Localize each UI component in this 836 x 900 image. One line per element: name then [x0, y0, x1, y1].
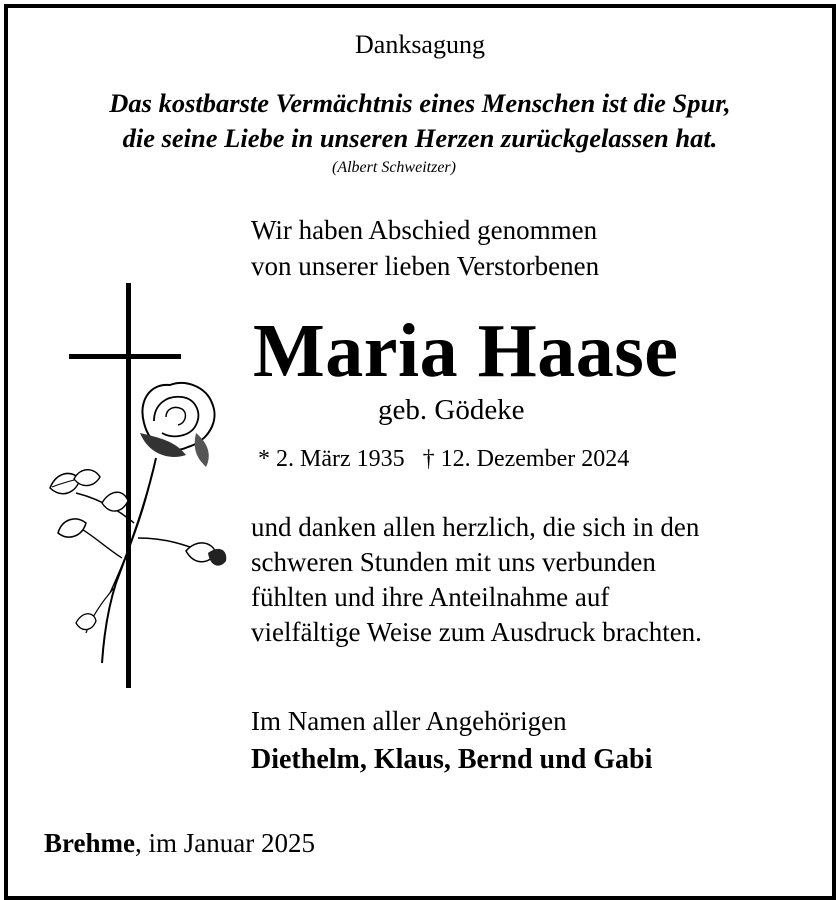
cross-with-rose-icon	[36, 283, 236, 698]
place-and-date	[44, 828, 315, 859]
heading: Danksagung	[355, 30, 485, 59]
intro-line-1: Wir haben Abschied genommen	[251, 215, 598, 245]
obituary-card	[4, 4, 836, 900]
quote-author: (Albert Schweitzer)	[332, 159, 456, 176]
thanks-line-2: schweren Stunden mit uns verbunden	[251, 547, 656, 577]
family-names: Diethelm, Klaus, Bernd und Gabi	[251, 744, 653, 775]
quote-line-1: Das kostbarste Vermächtnis eines Menschen ist die Spur,	[109, 88, 731, 118]
deceased-name: Maria Haase	[253, 309, 679, 393]
birth-date: * 2. März 1935	[258, 446, 405, 472]
intro-line-2: von unserer lieben Verstorbenen	[251, 251, 600, 281]
place: Brehme	[44, 828, 135, 858]
family-intro: Im Namen aller Angehörigen	[251, 706, 567, 736]
quote-line-2: die seine Liebe in unseren Herzen zurückgelassen hat.	[122, 123, 718, 153]
place-date: , im Januar 2025	[134, 828, 315, 858]
thanks-line-3: fühlten und ihre Anteilnahme auf	[251, 582, 610, 612]
life-dates	[258, 446, 629, 473]
death-date: † 12. Dezember 2024	[422, 446, 630, 472]
maiden-name: geb. Gödeke	[378, 394, 525, 426]
thanks-line-1: und danken allen herzlich, die sich in den	[251, 512, 700, 542]
thanks-line-4: vielfältige Weise zum Ausdruck brachten.	[251, 617, 702, 647]
